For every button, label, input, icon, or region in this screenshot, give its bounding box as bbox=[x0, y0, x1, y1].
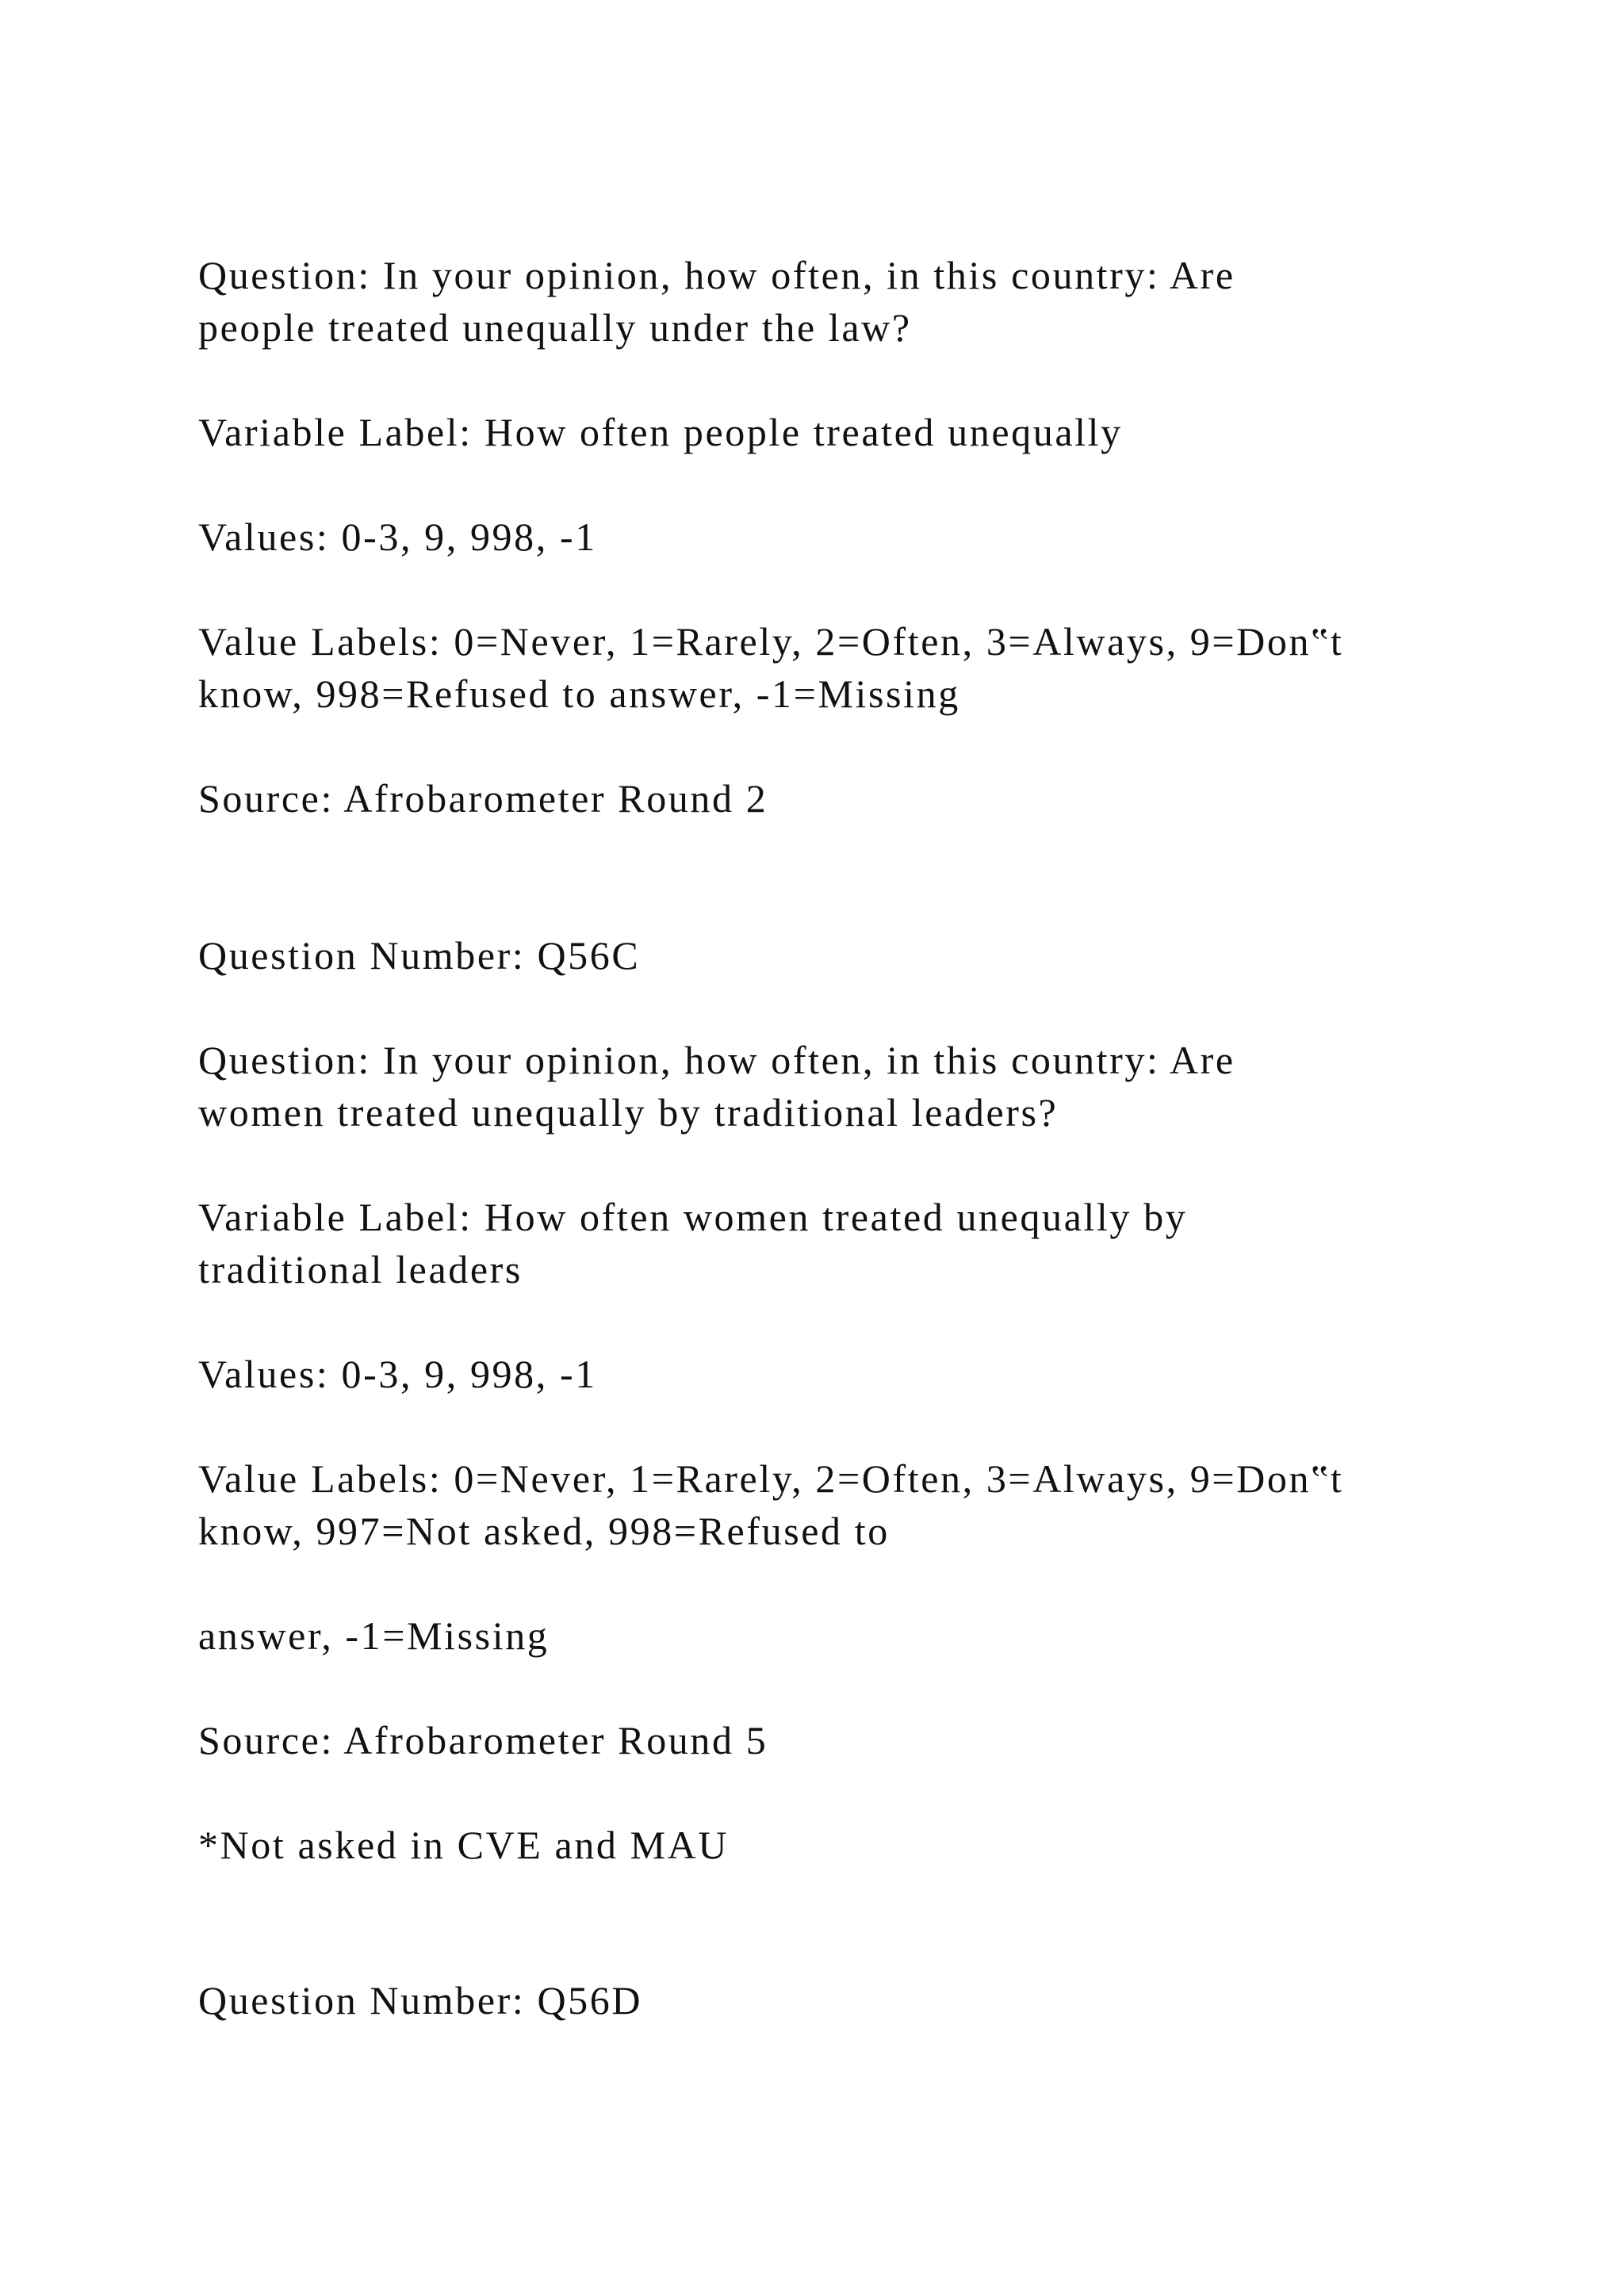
value-labels-continued: answer, -1=Missing bbox=[198, 1613, 550, 1658]
values-line: Values: 0-3, 9, 998, -1 bbox=[198, 1352, 597, 1396]
variable-label: Variable Label: How often women treated unequally by traditional leaders bbox=[198, 1195, 1188, 1292]
values-line: Values: 0-3, 9, 998, -1 bbox=[198, 515, 597, 559]
source-line: Source: Afrobarometer Round 5 bbox=[198, 1718, 768, 1762]
value-labels: Value Labels: 0=Never, 1=Rarely, 2=Often, 3=Always, 9=Don‟t know, 998=Refused to answer, -1=Missing bbox=[198, 619, 1344, 716]
note-line: *Not asked in CVE and MAU bbox=[198, 1823, 730, 1867]
value-labels: Value Labels: 0=Never, 1=Rarely, 2=Often, 3=Always, 9=Don‟t know, 997=Not asked, 998=Refused to bbox=[198, 1456, 1344, 1553]
question-text: Question: In your opinion, how often, in this country: Are people treated unequally under the law? bbox=[198, 253, 1235, 350]
question-text: Question: In your opinion, how often, in this country: Are women treated unequally by traditional leaders? bbox=[198, 1038, 1235, 1135]
question-number: Question Number: Q56D bbox=[198, 1978, 643, 2022]
variable-label: Variable Label: How often people treated unequally bbox=[198, 410, 1123, 454]
question-number: Question Number: Q56C bbox=[198, 933, 641, 978]
source-line: Source: Afrobarometer Round 2 bbox=[198, 776, 768, 821]
